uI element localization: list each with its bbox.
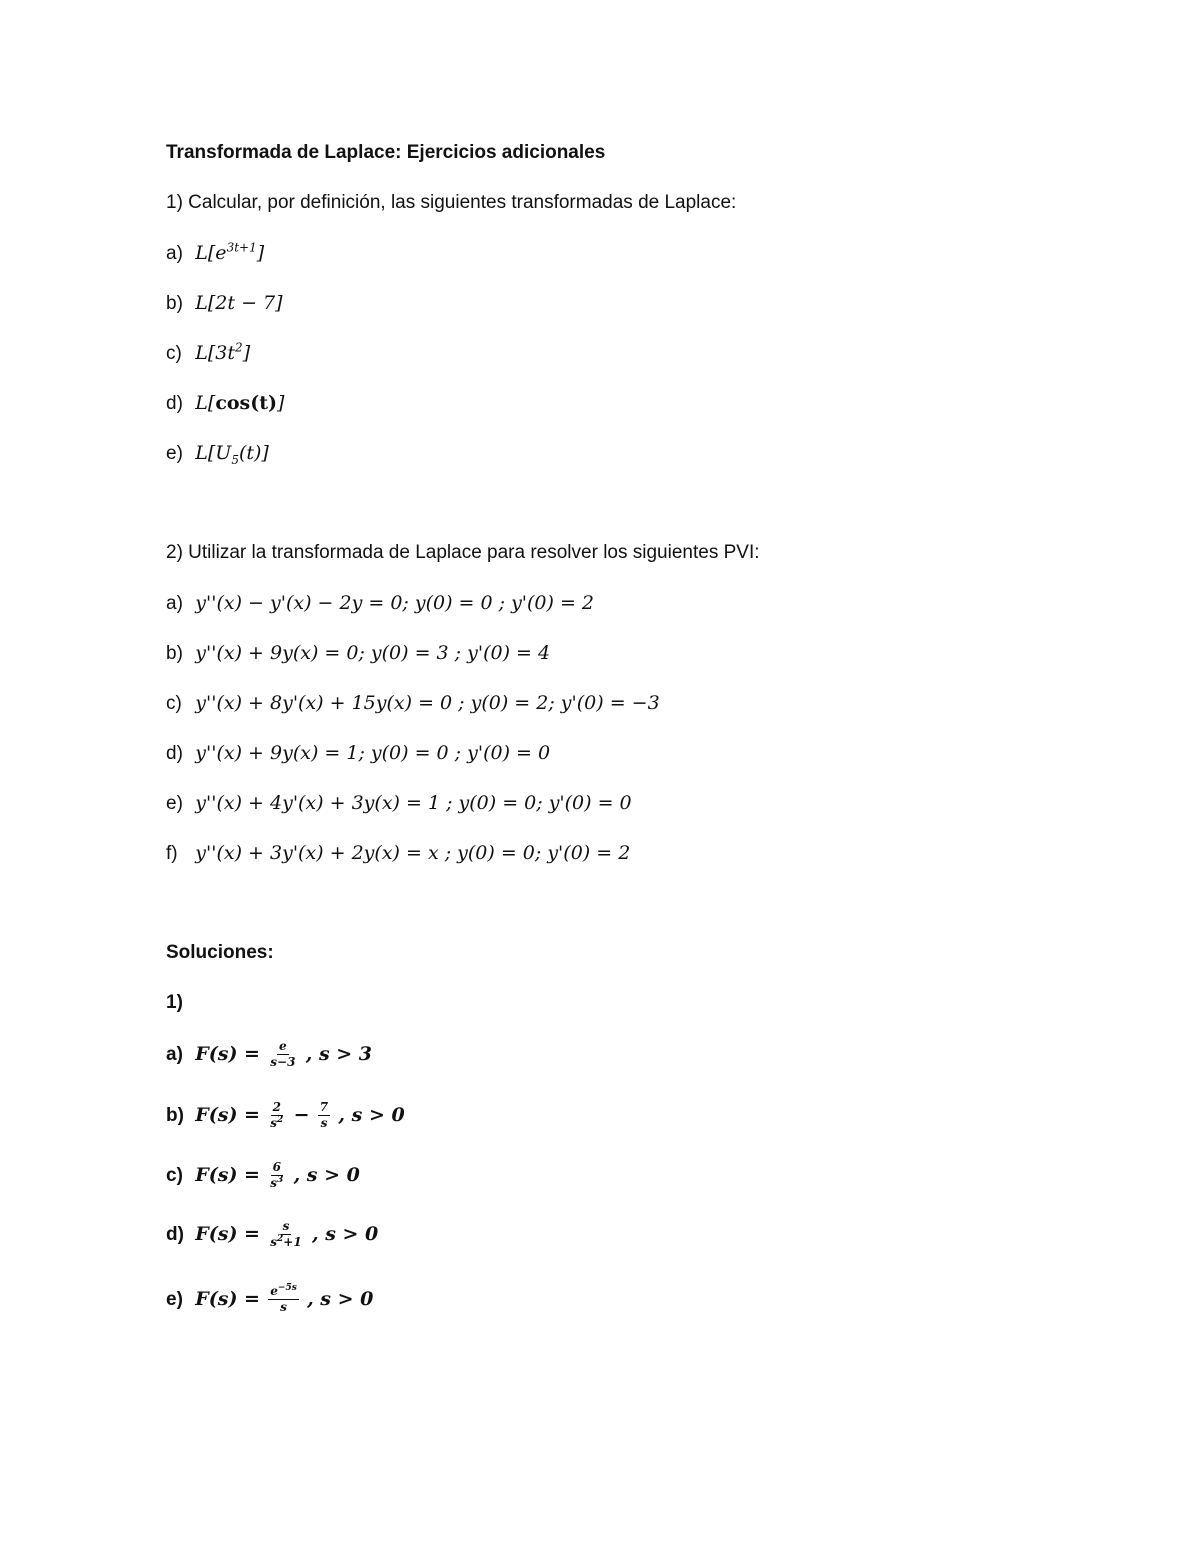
fraction [268,1101,285,1130]
item-label: a) [166,243,183,264]
solution-condition: , s > 0 [307,1288,374,1310]
item-label: e) [166,1289,183,1310]
item-label: e) [166,793,183,814]
numerator: 6 [272,1160,281,1175]
item-label: f) [166,843,178,864]
section2-heading: 2) Utilizar la transformada de Laplace para resolver los siguientes PVI: [166,542,760,563]
exercise-2a [166,589,594,618]
fraction [268,1161,285,1190]
numerator: $e^{-5s}$ [270,1283,297,1299]
item-label: b) [166,643,183,664]
numerator: s [282,1219,290,1234]
item-label: e) [166,443,183,464]
math-expression: $L[3t^2]$ [195,340,251,364]
exercise-2b [166,639,550,668]
exercise-2e [166,789,632,818]
item-label: b) [166,1105,184,1126]
fraction [318,1101,330,1130]
math-expression: y''(x) − y'(x) − 2y = 0; y(0) = 0 ; y'(0) = 2 [195,592,595,614]
item-label: c) [166,343,182,364]
solution-condition: , s > 3 [305,1043,373,1065]
numerator: 7 [319,1100,329,1115]
item-label: a) [166,593,183,614]
item-label: a) [166,1044,183,1065]
fraction [268,1220,303,1249]
item-label: c) [166,1165,183,1186]
document-title: Transformada de Laplace: Ejercicios adicionales [166,142,606,163]
solution-d [166,1220,378,1249]
math-expression: L[2t − 7] [195,292,283,314]
solutions-subheading: 1) [166,992,183,1013]
numerator: e [279,1039,287,1054]
numerator: 2 [272,1100,281,1115]
exercise-2c [166,689,660,718]
solution-lhs: F(s) = [195,1223,260,1245]
fraction [268,1040,297,1069]
denominator: s [320,1116,328,1131]
item-label: d) [166,393,183,414]
solution-e [166,1285,373,1314]
exercise-1b [166,289,283,318]
solution-a [166,1040,372,1069]
math-expression: $L[e^{3t+1}]$ [195,240,265,264]
item-label: d) [166,743,183,764]
solution-c [166,1161,360,1190]
section1-heading: 1) Calcular, por definición, las siguientes transformadas de Laplace: [166,192,737,213]
item-label: b) [166,293,183,314]
math-expression: y''(x) + 8y'(x) + 15y(x) = 0 ; y(0) = 2; y'(0) = −3 [195,692,660,714]
exercise-2d [166,739,550,768]
math-expression: y''(x) + 9y(x) = 1; y(0) = 0 ; y'(0) = 0 [195,742,551,764]
solution-condition: , s > 0 [338,1104,405,1126]
minus-sign: − [293,1104,310,1126]
exercise-1a [166,239,264,268]
denominator: $s^3$ [270,1175,284,1191]
solution-lhs: F(s) = [195,1164,260,1186]
exercise-1d [166,389,284,418]
denominator: $s^2+1$ [270,1234,302,1250]
item-label: d) [166,1224,184,1245]
solution-condition: , s > 0 [293,1164,360,1186]
solutions-heading: Soluciones: [166,942,274,963]
math-expression: L[cos(t)] [195,392,285,414]
solution-b [166,1101,405,1130]
exercise-1e [166,439,269,468]
solution-lhs: F(s) = [195,1288,260,1310]
denominator: s−3 [270,1055,296,1070]
item-label: c) [166,693,182,714]
math-expression: y''(x) + 9y(x) = 0; y(0) = 3 ; y'(0) = 4 [195,642,551,664]
fraction [268,1285,299,1314]
math-expression: y''(x) + 3y'(x) + 2y(x) = x ; y(0) = 0; y'(0) = 2 [195,842,631,864]
math-expression: $L[U_5(t)]$ [195,442,269,467]
solution-condition: , s > 0 [311,1223,379,1245]
solution-lhs: F(s) = [195,1104,260,1126]
math-expression: y''(x) + 4y'(x) + 3y(x) = 1 ; y(0) = 0; y'(0) = 0 [195,792,632,814]
solution-lhs: F(s) = [195,1043,260,1065]
denominator: $s^2$ [270,1115,284,1131]
denominator: s [280,1300,287,1315]
exercise-2f [166,839,630,868]
exercise-1c [166,339,250,368]
